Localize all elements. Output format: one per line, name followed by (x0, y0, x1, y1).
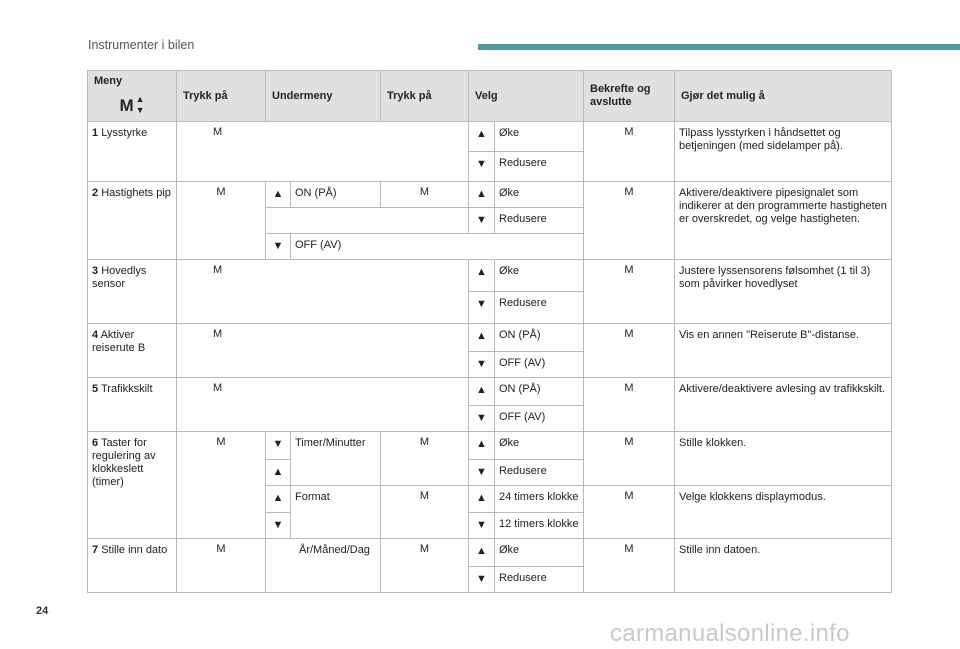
menu-item-label: 5 Trafikkskilt (88, 378, 177, 432)
table-header-row (88, 71, 892, 122)
description: Tilpass lysstyrken i håndsettet og betjeningen (med sidelamper på). (675, 122, 892, 182)
m-key-icon: M (177, 260, 469, 324)
option-label: Redusere (495, 460, 584, 486)
up-arrow-icon: ▲ (469, 539, 495, 567)
m-key-icon: M (584, 432, 675, 486)
header-select: Velg (469, 71, 584, 122)
description: Aktivere/deaktivere pipesignalet som indikerer at den programmerte hastigheten er overskredet, og velge hastigheten. (675, 182, 892, 260)
option-label: ON (PÅ) (495, 378, 584, 406)
up-arrow-icon: ▲ (469, 324, 495, 352)
up-arrow-icon: ▲ (469, 182, 495, 208)
m-key-icon: M (381, 486, 469, 539)
m-key-icon: M (177, 539, 266, 593)
option-label: OFF (AV) (495, 406, 584, 432)
option-label: Redusere (495, 567, 584, 593)
up-arrow-icon: ▲ (469, 378, 495, 406)
down-arrow-icon: ▼ (469, 460, 495, 486)
table-row (88, 324, 892, 352)
m-key-icon: M (177, 122, 469, 182)
down-arrow-icon: ▼ (469, 292, 495, 324)
up-arrow-icon: ▲ (469, 260, 495, 292)
page-number: 24 (36, 605, 49, 617)
up-arrow-icon: ▲ (266, 486, 291, 513)
option-label: Redusere (495, 152, 584, 182)
menu-item-label: 4 Aktiver reiserute B (88, 324, 177, 378)
option-label: Øke (495, 122, 584, 152)
description: Stille klokken. (675, 432, 892, 486)
option-label: OFF (AV) (495, 352, 584, 378)
m-key-icon: M (119, 95, 134, 115)
down-arrow-icon: ▼ (135, 105, 145, 115)
option-label: Øke (495, 260, 584, 292)
m-key-icon: M (381, 432, 469, 486)
submenu-label: År/Måned/Dag (266, 539, 381, 593)
submenu-label: Timer/Minutter (291, 432, 381, 486)
m-key-icon: M (177, 324, 469, 378)
table-row (88, 182, 892, 208)
submenu-label: OFF (AV) (291, 234, 584, 260)
m-key-icon: M (177, 432, 266, 539)
option-label: Øke (495, 539, 584, 567)
option-label: Redusere (495, 292, 584, 324)
m-key-icon: M (381, 539, 469, 593)
description: Velge klokkens displaymodus. (675, 486, 892, 539)
m-key-icon: M (584, 324, 675, 378)
up-arrow-icon: ▲ (469, 122, 495, 152)
down-arrow-icon: ▼ (469, 406, 495, 432)
down-arrow-icon: ▼ (469, 352, 495, 378)
menu-button-icon (94, 94, 170, 116)
section-header-bar (478, 44, 960, 50)
submenu-label: Format (291, 486, 381, 539)
header-action: Gjør det mulig å (675, 71, 892, 122)
up-arrow-icon: ▲ (469, 432, 495, 460)
option-label: Øke (495, 432, 584, 460)
table-row (88, 539, 892, 567)
option-label: Øke (495, 182, 584, 208)
option-label: Redusere (495, 208, 584, 234)
header-confirm: Bekrefte og avslutte (584, 71, 675, 122)
description: Vis en annen "Reiserute B"-distanse. (675, 324, 892, 378)
down-arrow-icon: ▼ (266, 513, 291, 539)
description: Aktivere/deaktivere avlesing av trafikkskilt. (675, 378, 892, 432)
watermark: carmanualsonline.info (610, 620, 850, 647)
menu-item-label: 2 Hastighets pip (88, 182, 177, 260)
option-label: 12 timers klokke (495, 513, 584, 539)
table-row (88, 260, 892, 292)
down-arrow-icon: ▼ (469, 152, 495, 182)
header-menu: Meny M ▲ ▼ (88, 71, 177, 122)
menu-item-label: 6 Taster for regulering av klokkeslett (timer) (88, 432, 177, 539)
menu-item-label: 1 Lysstyrke (88, 122, 177, 182)
m-key-icon: M (584, 260, 675, 324)
down-arrow-icon: ▼ (469, 567, 495, 593)
m-key-icon: M (177, 182, 266, 260)
table-row (88, 432, 892, 460)
header-submenu: Undermeny (266, 71, 381, 122)
table-row (88, 378, 892, 406)
up-arrow-icon: ▲ (135, 94, 145, 104)
option-label: 24 timers klokke (495, 486, 584, 513)
m-key-icon: M (584, 486, 675, 539)
m-key-icon: M (584, 122, 675, 182)
m-key-icon: M (381, 182, 469, 208)
description: Stille inn datoen. (675, 539, 892, 593)
description: Justere lyssensorens følsomhet (1 til 3) som påvirker hovedlyset (675, 260, 892, 324)
m-key-icon: M (177, 378, 469, 432)
header-press-1: Trykk på (177, 71, 266, 122)
m-key-icon: M (584, 539, 675, 593)
down-arrow-icon: ▼ (469, 208, 495, 234)
table-row (88, 122, 892, 152)
menu-item-label: 3 Hovedlys sensor (88, 260, 177, 324)
header-press-2: Trykk på (381, 71, 469, 122)
up-arrow-icon: ▲ (469, 486, 495, 513)
section-title: Instrumenter i bilen (88, 38, 195, 52)
m-key-icon: M (584, 378, 675, 432)
up-arrow-icon: ▲ (266, 182, 291, 208)
submenu-label: ON (PÅ) (291, 182, 381, 208)
option-label: ON (PÅ) (495, 324, 584, 352)
m-key-icon: M (584, 182, 675, 260)
up-arrow-icon: ▲ (266, 460, 291, 486)
down-arrow-icon: ▼ (266, 432, 291, 460)
menu-item-label: 7 Stille inn dato (88, 539, 177, 593)
down-arrow-icon: ▼ (266, 234, 291, 260)
down-arrow-icon: ▼ (469, 513, 495, 539)
settings-menu-table (87, 70, 892, 593)
